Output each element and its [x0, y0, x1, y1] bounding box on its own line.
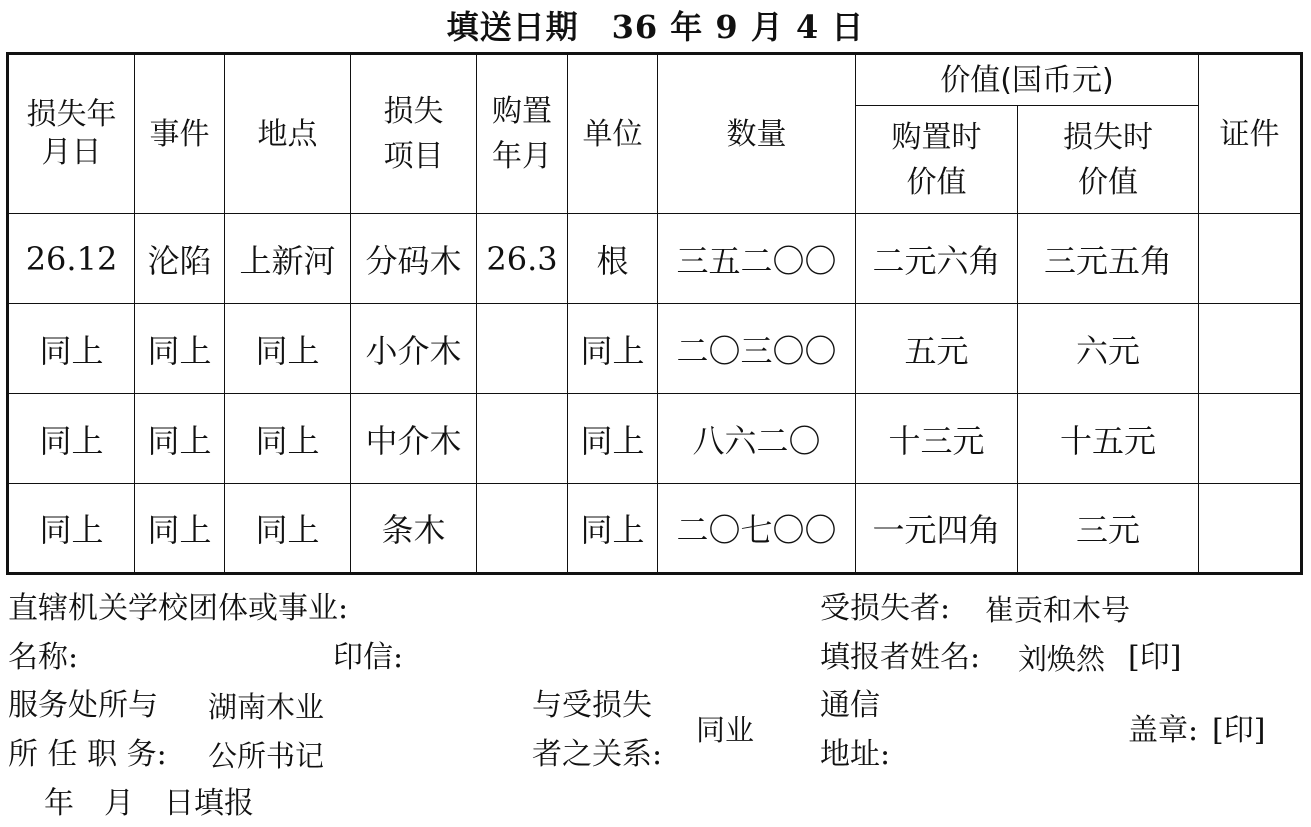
header-place: 地点	[225, 54, 351, 214]
cell-value-purchase: 一元四角	[856, 484, 1018, 574]
cell-place: 同上	[225, 304, 351, 394]
cell-unit: 同上	[568, 304, 658, 394]
header-quantity: 数量	[658, 54, 856, 214]
service-value: 湖南木业	[208, 690, 325, 724]
contact-label-line1: 通信	[820, 688, 880, 723]
cell-event: 沦陷	[135, 214, 225, 304]
fill-date-label: 年 月 日填报	[44, 786, 254, 821]
table-row	[8, 394, 1302, 484]
stamp-value: [印]	[1212, 713, 1266, 748]
cell-quantity: 三五二〇〇	[658, 214, 856, 304]
position-value: 公所书记	[208, 739, 325, 773]
cell-value-loss: 三元	[1018, 484, 1199, 574]
position-label: 所 任 职 务:	[8, 737, 167, 772]
org-label: 直辖机关学校团体或事业:	[8, 591, 349, 626]
reporter-label: 填报者姓名:	[820, 640, 981, 675]
relation-label-line1: 与受损失	[532, 688, 652, 723]
contact-label-line2: 地址:	[820, 737, 891, 772]
cell-item: 分码木	[351, 214, 477, 304]
cell-unit: 根	[568, 214, 658, 304]
table-row	[8, 214, 1302, 304]
cell-loss-date: 同上	[8, 484, 135, 574]
relation-label-line2: 者之关系:	[532, 737, 663, 772]
cell-loss-date: 同上	[8, 394, 135, 484]
cell-loss-date: 同上	[8, 304, 135, 394]
cell-unit: 同上	[568, 394, 658, 484]
cell-certificate	[1199, 304, 1302, 394]
cell-quantity: 二〇七〇〇	[658, 484, 856, 574]
cell-certificate	[1199, 484, 1302, 574]
table-row	[8, 304, 1302, 394]
cell-place: 同上	[225, 394, 351, 484]
relation-value: 同业	[696, 713, 755, 747]
header-value-purchase: 购置时价值	[856, 106, 1018, 214]
cell-place: 上新河	[225, 214, 351, 304]
stamp-label: 盖章:	[1128, 713, 1199, 748]
header-purchase-date: 购置年月	[477, 54, 568, 214]
cell-value-loss: 十五元	[1018, 394, 1199, 484]
cell-value-purchase: 十三元	[856, 394, 1018, 484]
cell-quantity: 二〇三〇〇	[658, 304, 856, 394]
header-item: 损失项目	[351, 54, 477, 214]
reporter-value: 刘焕然	[1018, 642, 1106, 676]
cell-loss-date: 26.12	[8, 214, 135, 304]
header-unit: 单位	[568, 54, 658, 214]
header-value-loss: 损失时价值	[1018, 106, 1199, 214]
header-loss-date: 损失年月日	[8, 54, 135, 214]
cell-value-loss: 六元	[1018, 304, 1199, 394]
cell-event: 同上	[135, 304, 225, 394]
cell-value-purchase: 二元六角	[856, 214, 1018, 304]
reporter-seal: [印]	[1128, 640, 1182, 675]
cell-value-loss: 三元五角	[1018, 214, 1199, 304]
cell-quantity: 八六二〇	[658, 394, 856, 484]
cell-certificate	[1199, 214, 1302, 304]
cell-purchase-date	[477, 484, 568, 574]
seal-label: 印信:	[333, 640, 404, 675]
cell-event: 同上	[135, 484, 225, 574]
victim-label: 受损失者:	[820, 591, 951, 626]
cell-purchase-date: 26.3	[477, 214, 568, 304]
name-label: 名称:	[8, 640, 79, 675]
cell-item: 条木	[351, 484, 477, 574]
table-row	[8, 484, 1302, 574]
cell-unit: 同上	[568, 484, 658, 574]
report-date-title: 填送日期 36 年 9 月 4 日	[446, 8, 865, 46]
cell-item: 中介木	[351, 394, 477, 484]
cell-item: 小介木	[351, 304, 477, 394]
header-certificate: 证件	[1199, 54, 1302, 214]
cell-certificate	[1199, 394, 1302, 484]
service-label: 服务处所与	[8, 688, 158, 723]
header-value-group: 价值(国币元)	[856, 54, 1199, 106]
cell-purchase-date	[477, 304, 568, 394]
cell-place: 同上	[225, 484, 351, 574]
cell-value-purchase: 五元	[856, 304, 1018, 394]
loss-report-table	[6, 52, 1303, 575]
cell-event: 同上	[135, 394, 225, 484]
cell-purchase-date	[477, 394, 568, 484]
victim-value: 崔贡和木号	[985, 593, 1131, 627]
header-event: 事件	[135, 54, 225, 214]
